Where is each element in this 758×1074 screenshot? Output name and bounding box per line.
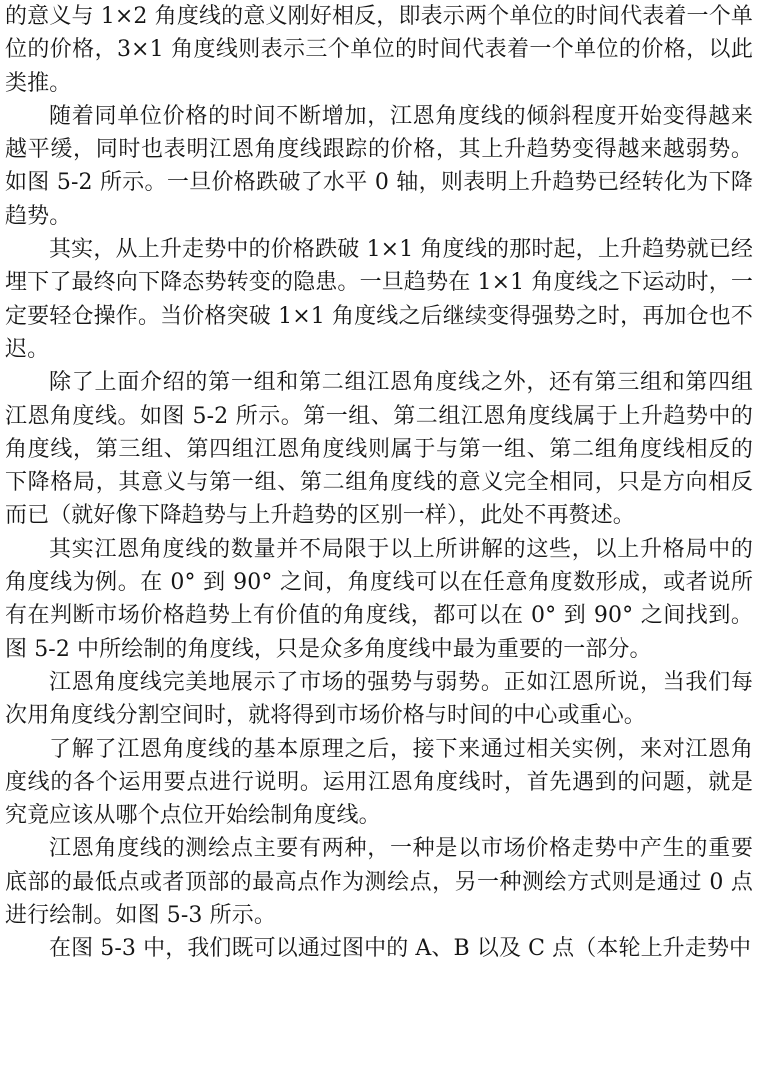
- paragraph: 其实江恩角度线的数量并不局限于以上所讲解的这些，以上升格局中的角度线为例。在 0° 到 90° 之间，角度线可以在任意角度数形成，或者说所有在判断市场价格趋势上有价值的角度线，都可以在 0° 到 90° 之间找到。图 5-2 中所绘制的角度线，只是众多角度线中最为重要的一部分。: [5, 536, 753, 662]
- paragraph: 随着同单位价格的时间不断增加，江恩角度线的倾斜程度开始变得越来越平缓，同时也表明江恩角度线跟踪的价格，其上升趋势变得越来越弱势。如图 5-2 所示。一旦价格跌破了水平 0 轴，则表明上升趋势已经转化为下降趋势。: [5, 103, 753, 229]
- paragraph-continued: 的意义与 1×2 角度线的意义刚好相反，即表示两个单位的时间代表着一个单位的价格，3×1 角度线则表示三个单位的时间代表着一个单位的价格，以此类推。: [5, 4, 753, 96]
- body-text: [5, 0, 753, 966]
- paragraph: 江恩角度线的测绘点主要有两种，一种是以市场价格走势中产生的重要底部的最低点或者顶部的最高点作为测绘点，另一种测绘方式则是通过 0 点进行绘制。如图 5-3 所示。: [5, 836, 753, 929]
- paragraph: 江恩角度线完美地展示了市场的强势与弱势。正如江恩所说，当我们每次用角度线分割空间时，就将得到市场价格与时间的中心或重心。: [5, 669, 753, 729]
- paragraph: 除了上面介绍的第一组和第二组江恩角度线之外，还有第三组和第四组江恩角度线。如图 5-2 所示。第一组、第二组江恩角度线属于上升趋势中的角度线，第三组、第四组江恩角度线则属于与第一组、第二组角度线相反的下降格局，其意义与第一组、第二组角度线的意义完全相同，只是方向相反而已（就好像下降趋势与上升趋势的区别一样），此处不再赘述。: [5, 370, 753, 529]
- paragraph: 其实，从上升走势中的价格跌破 1×1 角度线的那时起，上升趋势就已经埋下了最终向下降态势转变的隐患。一旦趋势在 1×1 角度线之下运动时，一定要轻仓操作。当价格突破 1×1 角度线之后继续变得强势之时，再加仓也不迟。: [5, 237, 753, 362]
- paragraph: 在图 5-3 中，我们既可以通过图中的 A、B 以及 C 点（本轮上升走势中: [49, 936, 752, 962]
- paragraph: 了解了江恩角度线的基本原理之后，接下来通过相关实例，来对江恩角度线的各个运用要点进行说明。运用江恩角度线时，首先遇到的问题，就是究竟应该从哪个点位开始绘制角度线。: [5, 736, 753, 829]
